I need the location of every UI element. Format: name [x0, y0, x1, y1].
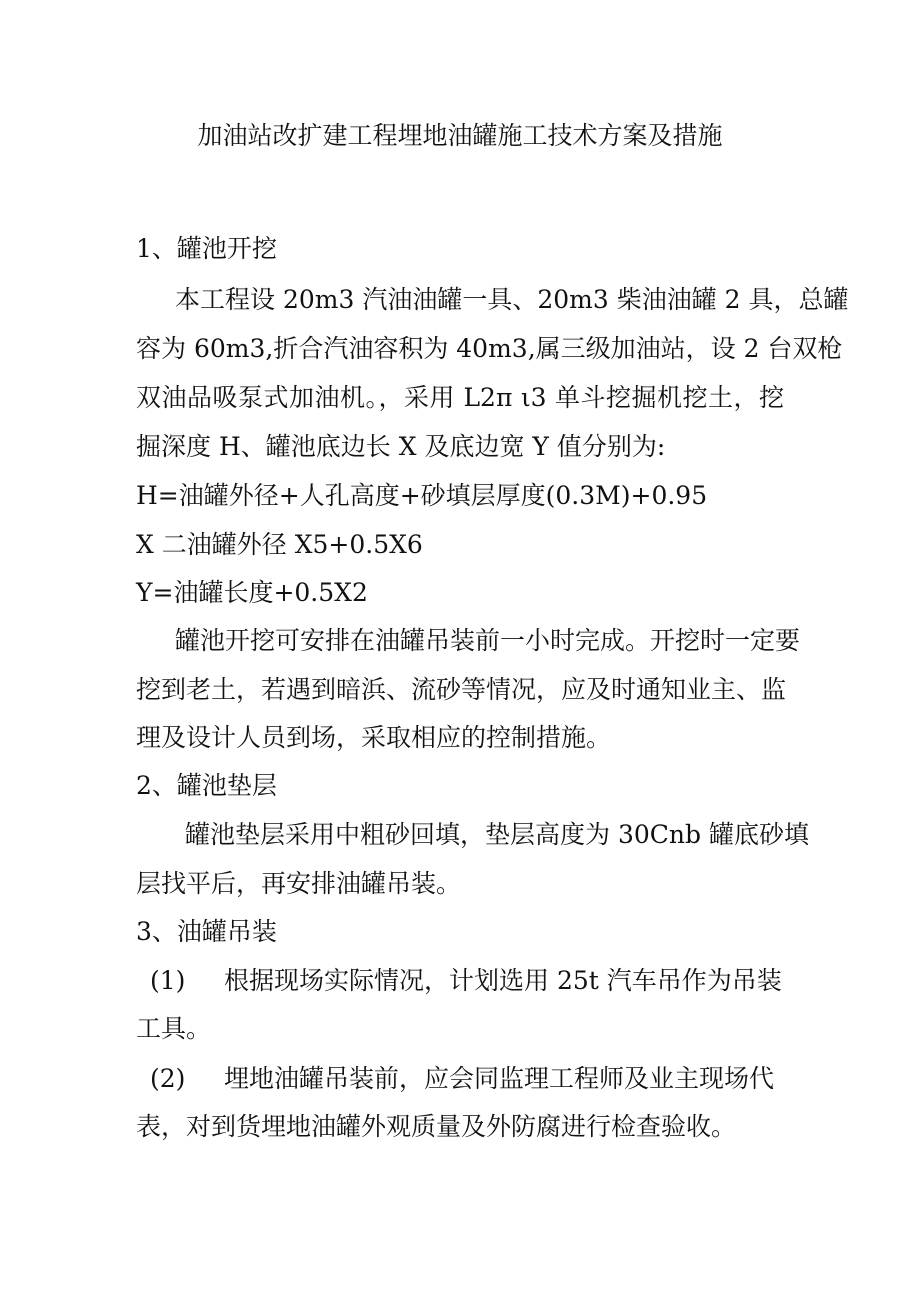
formula-h: H=油罐外径+人孔高度+砂填层厚度(0.3M)+0.95: [136, 481, 708, 510]
formula-x: X 二油罐外径 X5+0.5X6: [136, 530, 423, 559]
list-item-number: (1): [150, 966, 186, 995]
section-heading-3: 3、油罐吊装: [136, 917, 277, 946]
list-item-line: 表，对到货埋地油罐外观质量及外防腐进行检查验收。: [136, 1112, 737, 1141]
list-item-line: 根据现场实际情况，计划选用 25t 汽车吊作为吊装: [224, 966, 782, 995]
paragraph-line: 本工程设 20m3 汽油油罐一具、20m3 柴油油罐 2 具，总罐: [175, 285, 849, 314]
paragraph-line: 挖到老土，若遇到暗浜、流砂等情况，应及时通知业主、监: [136, 675, 787, 704]
paragraph-line: 罐池垫层采用中粗砂回填，垫层高度为 30Cnb 罐底砂填: [185, 820, 809, 849]
paragraph-line: 层找平后，再安排油罐吊装。: [136, 869, 462, 898]
section-heading-2: 2、罐池垫层: [136, 771, 277, 800]
list-item-line: 工具。: [136, 1014, 212, 1043]
formula-y: Y=油罐长度+0.5X2: [136, 578, 368, 607]
document-title: 加油站改扩建工程埋地油罐施工技术方案及措施: [197, 121, 723, 150]
paragraph-line: 双油品吸泵式加油机。，采用 L2π ι3 单斗挖掘机挖土，挖: [136, 383, 784, 412]
paragraph-line: 容为 60m3,折合汽油容积为 40m3,属三级加油站，设 2 台双枪: [136, 334, 843, 363]
section-heading-1: 1、罐池开挖: [136, 234, 277, 263]
paragraph-line: 理及设计人员到场，采取相应的控制措施。: [136, 723, 612, 752]
list-item-number: (2): [150, 1064, 186, 1093]
paragraph-line: 掘深度 H、罐池底边长 X 及底边宽 Y 值分别为:: [136, 432, 666, 461]
list-item-line: 埋地油罐吊装前，应会同监理工程师及业主现场代: [224, 1064, 775, 1093]
paragraph-line: 罐池开挖可安排在油罐吊装前一小时完成。开挖时一定要: [175, 626, 801, 655]
